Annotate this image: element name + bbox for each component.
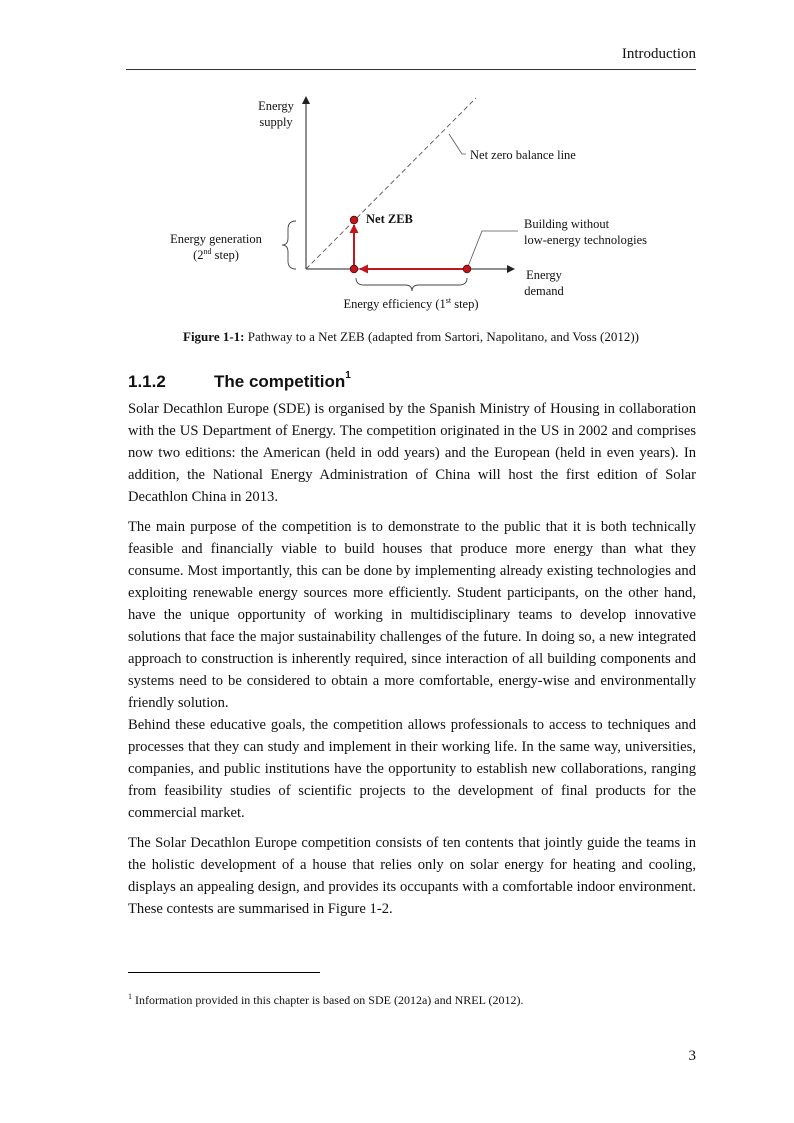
efficiency-point [350,265,358,273]
energy-demand-label-1: Energy [526,268,562,282]
section-heading [128,372,698,392]
footnote-separator [128,972,320,973]
building-label-2: low-energy technologies [524,233,647,247]
section-title: The competition [214,372,346,391]
energy-supply-label-2: supply [259,115,293,129]
section-footnote-ref: 1 [345,370,351,382]
page-number: 3 [688,1048,696,1064]
energy-generation-label-2: (2nd step) [193,247,239,262]
running-header [126,44,696,70]
paragraph-1: Solar Decathlon Europe (SDE) is organised by the Spanish Ministry of Housing in collaboration with the US Department of Energy. The competition originated in the US in 2002 and comprises now two editions: the American (held in odd years) and the European (held in even years). In addition, the National Energy Administration of China will host the first edition of Solar Decathlon China in 2013. [128,401,696,505]
building-leader [467,231,518,269]
footnote [128,992,523,1008]
energy-demand-label-2: demand [524,284,564,298]
building-point [463,265,471,273]
net-zeb-pathway-figure [126,88,696,318]
energy-efficiency-label: Energy efficiency (1st step) [343,296,479,311]
body-text [128,398,696,920]
building-label-1: Building without [524,217,610,231]
footnote-marker: 1 [128,992,132,1001]
paragraph-2: The main purpose of the competition is to demonstrate to the public that it is both technically feasible and financially viable to build houses that produce more energy than what they consume. Most importantly, this can be done by implementing already existing technologies and exploiting renewable energy sources more efficiently. Student participants, on the other hand, have the unique opportunity of working in multidisciplinary teams to develop innovative solutions that face the major sustainability challenges of the future. In doing so, a new integrated approach to construction is inherently required, since interaction of all building components and systems need to be considered to obtain a more comfortable, energy-wise and environmentally friendly solution. [128,519,696,711]
efficiency-brace [356,278,467,291]
net-zeb-point [350,216,358,224]
section-number: 1.1.2 [128,372,166,391]
net-zero-line-label: Net zero balance line [470,148,576,162]
net-zero-leader [449,134,466,154]
caption-text: Pathway to a Net ZEB (adapted from Sartori, Napolitano, and Voss (2012)) [244,329,639,344]
generation-brace [282,221,296,269]
header-title: Introduction [621,46,696,62]
figure-caption [126,329,696,345]
net-zeb-label: Net ZEB [366,212,413,226]
net-zero-balance-line [306,98,476,269]
footnote-text: Information provided in this chapter is based on SDE (2012a) and NREL (2012). [132,993,524,1007]
energy-generation-label-1: Energy generation [170,232,262,246]
energy-supply-label-1: Energy [258,99,294,113]
paragraph-3: Behind these educative goals, the competition allows professionals to access to techniques and processes that they can study and implement in their working life. In the same way, universities, companies, and public institutions have the opportunity to establish new collaborations, ranging from feasibility studies of scientific projects to the development of final products for the commercial market. [128,717,696,821]
caption-label: Figure 1-1: [183,329,245,344]
paragraph-4: The Solar Decathlon Europe competition consists of ten contents that jointly guide the teams in the holistic development of a house that relies only on solar energy for heating and cooling, displays an appealing design, and provides its occupants with a comfortable indoor environment. These contests are summarised in Figure 1-2. [128,835,696,917]
figure-diagram [126,88,696,318]
